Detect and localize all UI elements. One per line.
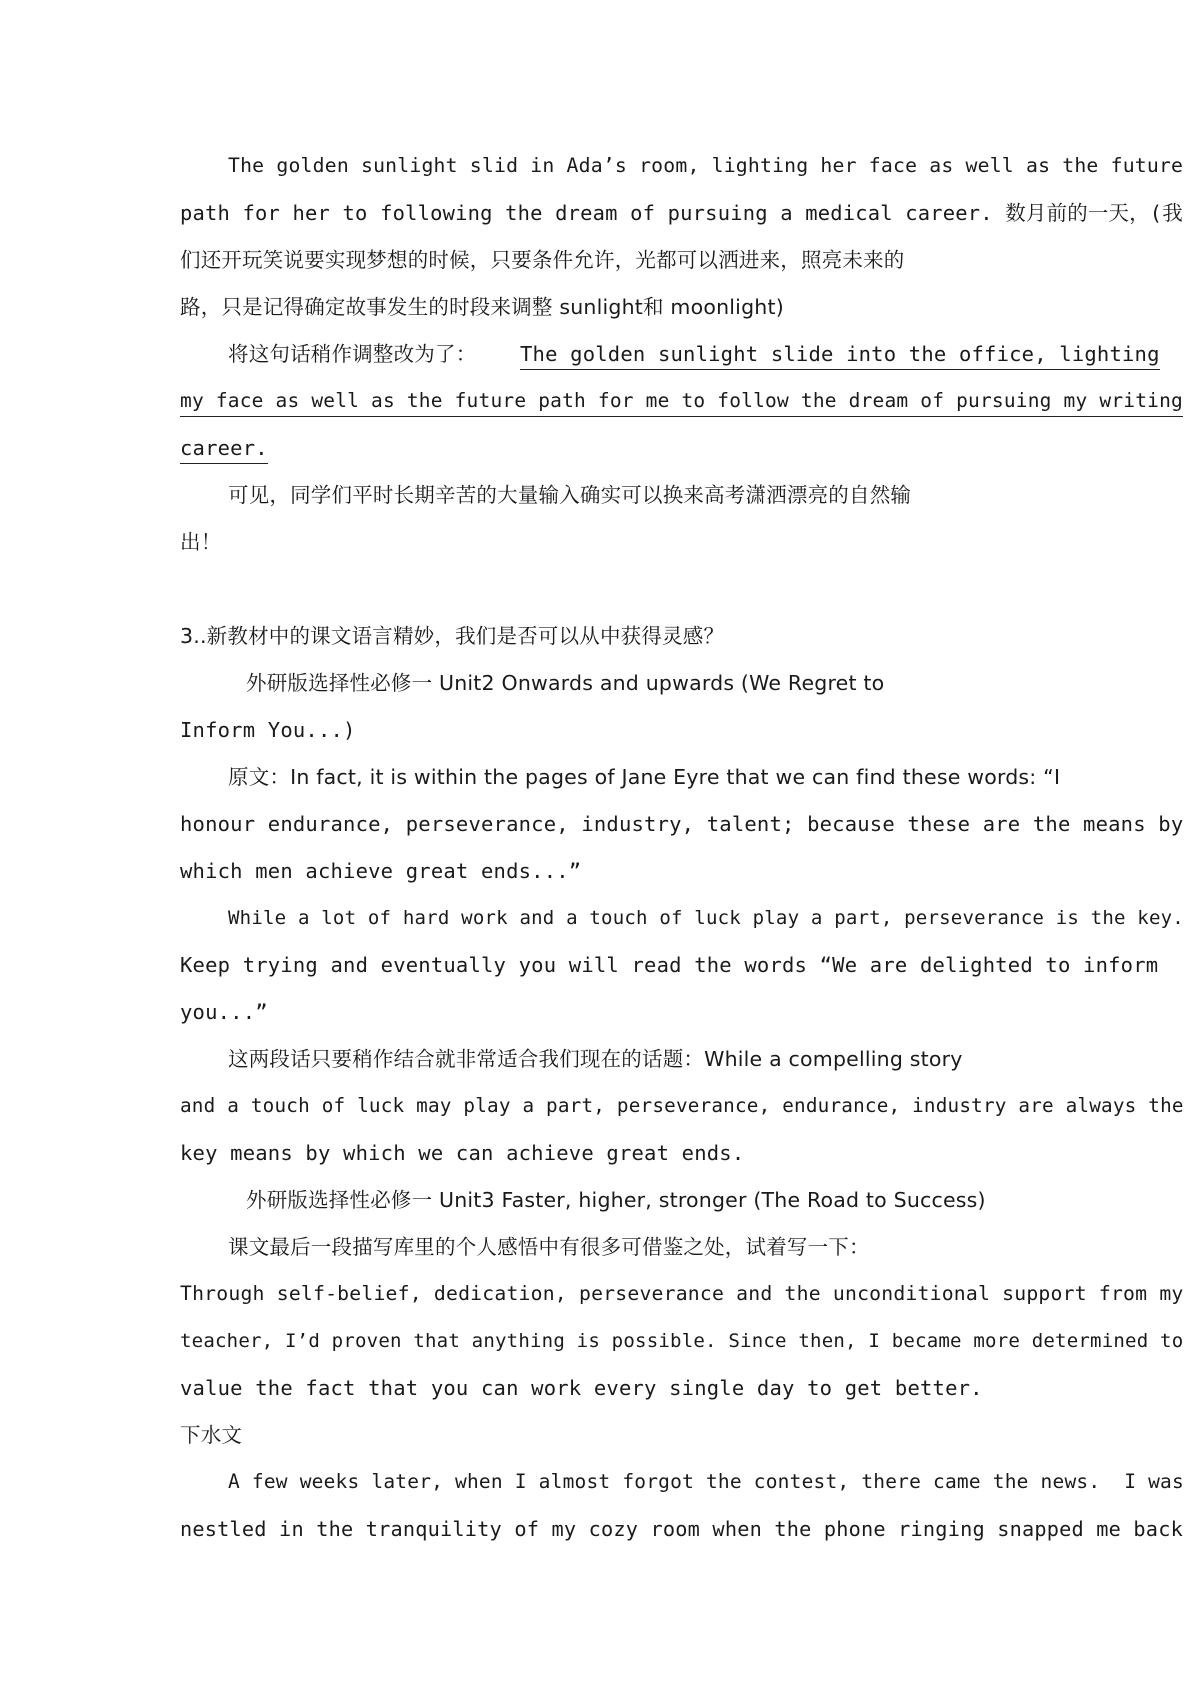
paragraph-line: you...”: [180, 1000, 268, 1024]
paragraph-line: 可见，同学们平时长期辛苦的大量输入确实可以换来高考潇洒漂亮的自然输: [228, 483, 912, 507]
paragraph-line: and a touch of luck may play a part, perseverance, endurance, industry are always the: [180, 1094, 1184, 1117]
underlined-sentence: career.: [180, 434, 268, 464]
paragraph-line: Through self-belief, dedication, perseverance and the unconditional support from my: [180, 1282, 1184, 1305]
paragraph-line: path for her to following the dream of pursuing a medical career. 数月前的一天，(我: [180, 201, 1183, 225]
paragraph-line: While a lot of hard work and a touch of luck play a part, perseverance is the key.: [228, 907, 1184, 929]
underlined-sentence: my face as well as the future path for me to follow the dream of pursuing my writing: [180, 387, 1183, 417]
underlined-sentence: The golden sunlight slide into the office, lighting: [520, 340, 1160, 370]
section-label: 下水文: [180, 1423, 243, 1447]
paragraph-line: 这两段话只要稍作结合就非常适合我们现在的话题：While a compelling story: [228, 1047, 963, 1071]
section-heading: 3..新教材中的课文语言精妙，我们是否可以从中获得灵感？: [180, 624, 725, 648]
paragraph-line: A few weeks later, when I almost forgot the contest, there came the news. I was: [228, 1470, 1184, 1493]
unit-heading: Inform You...): [180, 718, 356, 742]
paragraph-line: 出！: [180, 530, 222, 554]
paragraph-line: value the fact that you can work every single day to get better.: [180, 1376, 983, 1400]
paragraph-line: honour endurance, perseverance, industry, talent; because these are the means by: [180, 812, 1184, 836]
unit-heading: 外研版选择性必修一 Unit2 Onwards and upwards (We Regret to: [246, 671, 885, 695]
paragraph-line: key means by which we can achieve great ends.: [180, 1141, 745, 1165]
paragraph-line: 路，只是记得确定故事发生的时段来调整 sunlight和 moonlight): [180, 295, 784, 319]
paragraph-line: nestled in the tranquility of my cozy room when the phone ringing snapped me back: [180, 1517, 1183, 1541]
paragraph-line: 原文：In fact, it is within the pages of Jane Eyre that we can find these words: “I: [228, 765, 1061, 789]
paragraph-line: The golden sunlight slid in Ada’s room, lighting her face as well as the future: [228, 154, 1184, 177]
paragraph-lead: 将这句话稍作调整改为了：: [228, 342, 477, 366]
paragraph-line: teacher, I’d proven that anything is possible. Since then, I became more determined to: [180, 1330, 1184, 1352]
paragraph-line: which men achieve great ends...”: [180, 859, 582, 883]
paragraph-line: 们还开玩笑说要实现梦想的时候，只要条件允许，光都可以洒进来，照亮未来的: [180, 248, 905, 272]
paragraph-line: Keep trying and eventually you will read the words “We are delighted to inform: [180, 953, 1159, 977]
paragraph-line: 课文最后一段描写库里的个人感悟中有很多可借鉴之处，试着写一下：: [228, 1235, 870, 1259]
unit-heading: 外研版选择性必修一 Unit3 Faster, higher, stronger (The Road to Success): [246, 1188, 986, 1212]
